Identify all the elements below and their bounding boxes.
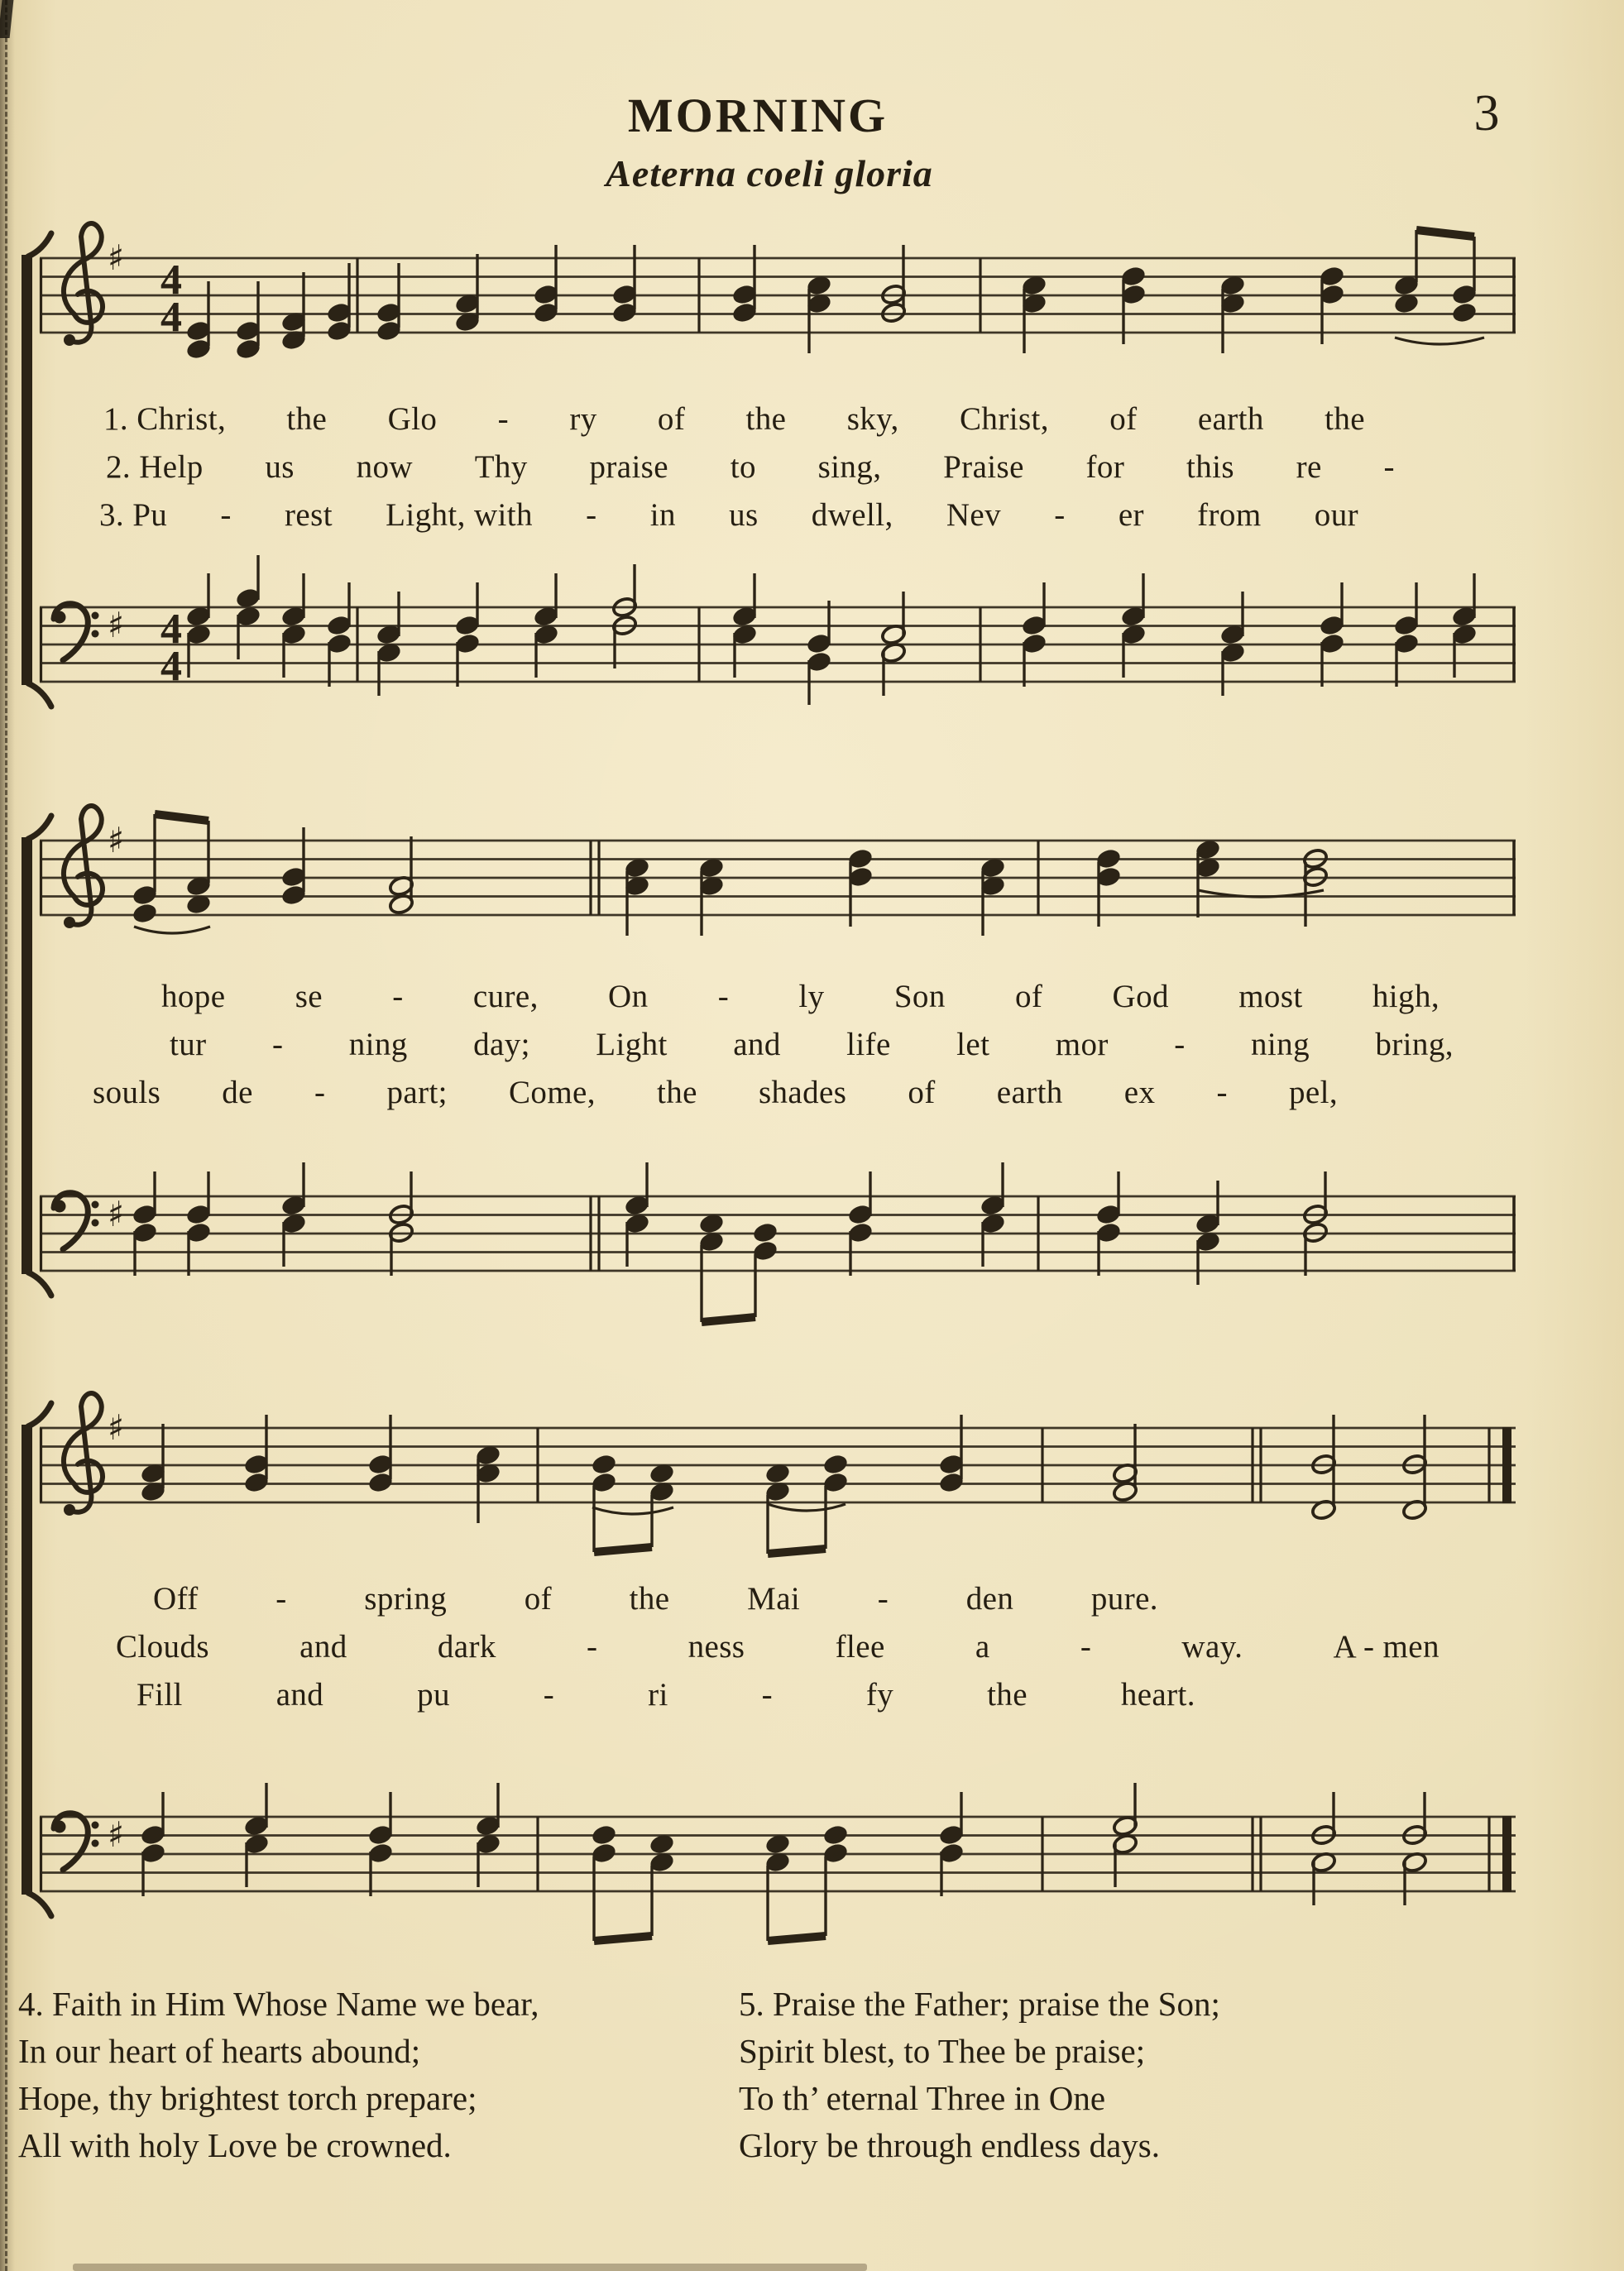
lyric-token: - xyxy=(497,401,509,437)
lyric-token: of xyxy=(1014,979,1043,1014)
lyric-token: - xyxy=(1080,1629,1092,1665)
verse-line: In our heart of hearts abound; xyxy=(18,2032,421,2070)
page-title: MORNING xyxy=(627,89,889,142)
lyric-token: - xyxy=(1054,497,1066,533)
lyric-token: earth xyxy=(1197,401,1264,437)
lyric-token: the xyxy=(629,1581,670,1617)
lyric-token: the xyxy=(745,401,787,437)
lyric-token: Fill xyxy=(137,1677,183,1713)
lyric-token: - xyxy=(761,1677,773,1713)
lyric-line-verse1-system1 xyxy=(103,400,1365,438)
lyric-token: On xyxy=(608,979,649,1014)
lyric-token: heart. xyxy=(1120,1677,1195,1713)
lyric-token: ness xyxy=(687,1629,745,1665)
lyric-token: from xyxy=(1197,497,1262,533)
lyric-token: to xyxy=(730,449,756,485)
verse-line: Hope, thy brightest torch prepare; xyxy=(18,2079,477,2117)
binding-edge-line xyxy=(5,0,7,2271)
lyric-token: and xyxy=(299,1629,347,1665)
lyric-token: - xyxy=(587,1629,598,1665)
lyric-token: Son xyxy=(893,979,946,1014)
verse-line: 4. Faith in Him Whose Name we bear, xyxy=(18,1985,539,2023)
lyric-token: of xyxy=(524,1581,553,1617)
lyric-token: ning xyxy=(1251,1027,1310,1062)
lyric-line-verse1-system3 xyxy=(153,1580,1158,1617)
lyric-token: - xyxy=(586,497,597,533)
verse-line: All with holy Love be crowned. xyxy=(18,2126,452,2164)
lyric-token: - xyxy=(717,979,730,1014)
page-number: 3 xyxy=(1473,85,1500,141)
lyric-token: the xyxy=(286,401,328,437)
lyric-token: se xyxy=(295,979,323,1014)
lyric-token: Praise xyxy=(943,449,1024,485)
lyric-token: praise xyxy=(589,449,668,485)
lyric-token: our xyxy=(1314,497,1358,533)
lyric-token: Come, xyxy=(509,1075,596,1110)
svg-text:♯: ♯ xyxy=(108,820,125,860)
lyric-token: us xyxy=(729,497,759,533)
lyric-token: let xyxy=(956,1027,990,1062)
lyric-token: ri xyxy=(648,1677,668,1713)
lyric-token: Mai xyxy=(747,1581,801,1617)
lyric-token: earth xyxy=(996,1075,1063,1110)
lyric-token: - xyxy=(1216,1075,1228,1110)
lyric-token: and xyxy=(733,1027,781,1062)
lyric-token: shades xyxy=(758,1075,847,1110)
lyric-token: er xyxy=(1118,497,1144,533)
lyric-token: mor xyxy=(1055,1027,1109,1062)
lyric-token: life xyxy=(846,1027,891,1062)
lyric-token: tur xyxy=(170,1027,207,1062)
lyric-token: pel, xyxy=(1288,1075,1338,1110)
lyric-token: de xyxy=(222,1075,253,1110)
lyric-token: den xyxy=(965,1581,1014,1617)
lyric-token: pure. xyxy=(1090,1581,1158,1617)
svg-text:4: 4 xyxy=(160,294,182,341)
lyric-token: dwell, xyxy=(811,497,893,533)
lyric-token: Glo xyxy=(387,401,438,437)
lyric-token: fy xyxy=(865,1677,894,1713)
lyric-token: cure, xyxy=(472,979,539,1014)
lyric-token: 1. Christ, xyxy=(103,401,227,437)
lyric-token: Off xyxy=(153,1581,199,1617)
lyric-token: ex xyxy=(1123,1075,1156,1110)
lyric-token: Nev xyxy=(946,497,1001,533)
page-bottom-shadow xyxy=(73,2264,867,2271)
lyric-token: of xyxy=(908,1075,936,1110)
lyric-token: dark xyxy=(437,1629,496,1665)
lyric-token: - xyxy=(220,497,232,533)
lyric-token: sing, xyxy=(817,449,882,485)
page-subtitle: Aeterna coeli gloria xyxy=(606,152,933,194)
lyric-token: us xyxy=(265,449,295,485)
lyric-token: of xyxy=(1109,401,1138,437)
lyric-token: - xyxy=(275,1581,287,1617)
verse-line: To th’ eternal Three in One xyxy=(739,2079,1106,2117)
lyric-token: for xyxy=(1085,449,1125,485)
svg-text:♯: ♯ xyxy=(108,1194,125,1234)
lyric-token: ly xyxy=(798,979,825,1014)
lyric-token: rest xyxy=(285,497,333,533)
lyric-token: the xyxy=(987,1677,1028,1713)
lyric-token: - xyxy=(314,1075,326,1110)
lyric-token: day; xyxy=(473,1027,530,1062)
lyric-token: 2. Help xyxy=(106,449,204,485)
lyric-line-verse3-system1 xyxy=(99,496,1358,534)
lyric-token: - xyxy=(271,1027,284,1062)
svg-text:4: 4 xyxy=(160,606,182,653)
lyric-token: 3. Pu xyxy=(99,497,168,533)
lyric-line-verse3-system2 xyxy=(93,1074,1338,1111)
lyric-token: ry xyxy=(569,401,597,437)
lyric-token: way. xyxy=(1181,1629,1243,1665)
lyric-line-verse2-system2 xyxy=(170,1026,1454,1063)
lyric-token: bring, xyxy=(1375,1027,1454,1062)
lyric-token: high, xyxy=(1372,979,1440,1014)
footer-verse-4 xyxy=(18,1981,721,2169)
verse-line: 5. Praise the Father; praise the Son; xyxy=(739,1985,1220,2023)
lyric-token: - xyxy=(877,1581,889,1617)
lyric-token: of xyxy=(657,401,686,437)
lyric-token: - xyxy=(1174,1027,1186,1062)
lyric-token: in xyxy=(649,497,676,533)
lyric-token: a xyxy=(975,1629,990,1665)
lyric-token: Christ, xyxy=(960,401,1049,437)
lyric-line-verse3-system3 xyxy=(137,1676,1195,1713)
lyric-token: Thy xyxy=(474,449,528,485)
lyric-token: the xyxy=(1325,401,1365,437)
svg-text:4: 4 xyxy=(160,256,182,304)
lyric-token: - xyxy=(392,979,404,1014)
lyric-token: Light, with xyxy=(386,497,533,533)
svg-text:♯: ♯ xyxy=(108,237,125,278)
lyric-token: sky, xyxy=(846,401,899,437)
svg-text:♯: ♯ xyxy=(108,605,125,645)
svg-text:♯: ♯ xyxy=(108,1814,125,1855)
lyric-token: God xyxy=(1112,979,1169,1014)
lyric-token: most xyxy=(1238,979,1303,1014)
lyric-token: spring xyxy=(364,1581,448,1617)
lyric-token: ning xyxy=(348,1027,408,1062)
lyric-line-verse1-system2 xyxy=(161,978,1440,1015)
lyric-token: part; xyxy=(386,1075,448,1110)
svg-text:4: 4 xyxy=(160,643,182,690)
lyric-token: the xyxy=(657,1075,697,1110)
lyric-token: re xyxy=(1296,449,1322,485)
book-gutter-shadow xyxy=(0,0,15,2271)
lyric-token: and xyxy=(275,1677,324,1713)
lyric-token: souls xyxy=(93,1075,161,1110)
lyric-token: A - men xyxy=(1333,1629,1440,1665)
lyric-token: - xyxy=(1383,449,1395,485)
footer-verse-5 xyxy=(739,1981,1483,2169)
verse-line: Spirit blest, to Thee be praise; xyxy=(739,2032,1146,2070)
lyric-token: now xyxy=(356,449,413,485)
lyric-token: hope xyxy=(161,979,226,1014)
lyric-token: flee xyxy=(835,1629,885,1665)
lyric-token: Clouds xyxy=(116,1629,209,1665)
lyric-token: Light xyxy=(596,1027,668,1062)
svg-text:♯: ♯ xyxy=(108,1407,125,1448)
lyric-token: - xyxy=(543,1677,555,1713)
lyric-token: this xyxy=(1186,449,1234,485)
lyric-line-verse2-system3 xyxy=(116,1628,1440,1665)
lyric-line-verse2-system1 xyxy=(106,448,1395,486)
verse-line: Glory be through endless days. xyxy=(739,2126,1160,2164)
lyric-token: pu xyxy=(417,1677,450,1713)
